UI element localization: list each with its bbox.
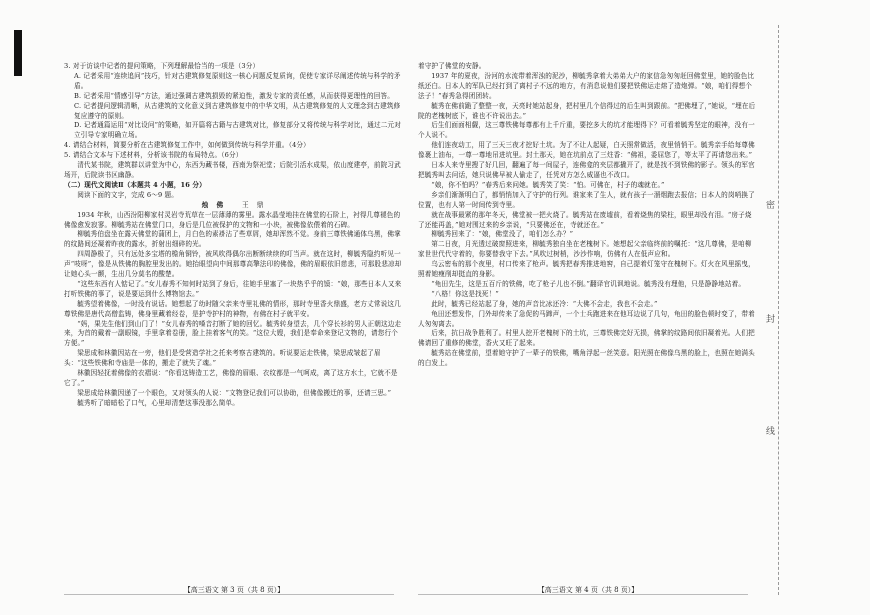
story-paragraph: 毓秀听了暗暗松了口气，心里却清楚这事没那么简单。 — [77, 398, 240, 407]
page-footer-left: 【高三语文 第 3 页（共 8 页）】 — [183, 586, 285, 594]
story-paragraph: 1937 年的夏夜，汾河的水流带着浑浊的泥沙，柳毓秀拿着大弟弟大户的家信急匆匆赶回佛堂里，她的脸色比纸还白。日本人的军队已经打到了离村子不远的地方，有消息说他们要把铁佛运走熔了造炮弹。“娘，咱们得想个法子！”春秀急得团团转。 — [418, 71, 755, 100]
story-paragraph: “妈，果先生他们到山门了！”女儿春秀的嗓音打断了她的回忆。毓秀转身望去，几个穿长衫的男人正朝这边走来，为首的戴着一副眼镜，手里拿着卷册，脸上挂着客气的笑。“这位大嫂，我们是奉命来登记文物的，请您行个方便。” — [64, 319, 402, 348]
story-paragraph: 四周静极了，只有远处多宝塔的檐角铜铃，被风吹得偶尔出断断续续的叮当声。就在这时，柳毓秀隐约听见一声“吱呀”，像是从铁佛的胸腔里发出的。她抬眼望向中间那尊高擎法印的佛像，佛的眉眼依旧慈悲，可那股悲凉却让她心头一颤，生出几分莫名的酸楚。 — [64, 250, 402, 279]
corner-mark — [14, 30, 22, 76]
story-paragraph: 1934 年秋，山西汾阳柳家村灵岩寺荒草在一层薄薄的雾里。露水晶莹地挂在佛堂的石阶上，衬得几尊褪色的佛像愈发寂寥。柳毓秀站在佛堂门口，身后是几位被保护的文物和一小块，被佛像依偎着的石碑。 — [64, 210, 401, 229]
story-title: 烛 佛 — [201, 200, 227, 209]
q5-material: 清代某书院，建筑群以讲堂为中心，东西为藏书楼，西南为祭祀堂；后院引活水成渠，依山度建亭，前院习武场开，后院读书区幽静。 — [64, 161, 401, 179]
section-instructions: 阅读下面的文字，完成 6～9 题。 — [77, 190, 179, 199]
story-paragraph: 乡亲们渐渐明白了，都悄悄加入了守护的行列。谁家来了生人，就有孩子一溜烟跑去报信；日本人的岗哨换了位置，也有人第一时间传到寺里。 — [418, 190, 755, 209]
story-paragraph: 后生们面面相觑，这三尊铁佛每尊都有上千斤重，要挖多大的坑才能埋得下？可看着毓秀坚定的眼神，没有一个人说不。 — [418, 121, 755, 140]
story-paragraph: 就在战事最紧的那年冬天，佛堂被一把火烧了。毓秀站在废墟前，看着烧焦的梁柱，眼里却没有泪。“房子烧了还能再盖，”她对围过来的乡亲说，“只要佛还在，寺就还在。” — [418, 210, 752, 229]
story-paragraph: 乌云密布的那个夜里，村口传来了枪声。毓秀把春秀推进地窖，自己提着灯笼守在槐树下。灯火在风里摇曳，照着她瘦削却挺直的身影。 — [418, 260, 755, 279]
section-title: （二）现代文阅读Ⅱ（本题共 4 小题，16 分） — [64, 180, 206, 189]
right-page — [418, 62, 758, 369]
story-paragraph: 柳毓秀伯盘坐在露天佛堂的蒲团上，月白色的素褂沾了些草屑，她却浑然不觉。身前三尊铁佛通体乌黑，佛掌的纹路间还凝着昨夜的露水，折射出细碎的光。 — [64, 230, 401, 249]
story-heading — [64, 201, 404, 211]
q3-option-c: C. 记者提问逻辑清晰，从古建筑的文化意义到古建筑修复中的中华文明，从古建筑修复的人文理念到古建筑修复应遵守的原则。 — [74, 101, 401, 120]
gutter-label-feng: 封 — [766, 315, 776, 325]
q5-stem: 5. 请结合文本与下述材料，分析该书院的布局特点。（6分） — [64, 151, 243, 160]
story-paragraph: 林徽因轻抚着佛像的衣褶说：“你看这铸造工艺，佛像的眉眼、衣纹都是一气呵成，离了这方水土，它就不是它了。” — [64, 369, 398, 387]
gutter-label-xian: 线 — [766, 427, 776, 437]
story-paragraph: 毓秀在佛前跪了整整一夜，天亮时她站起身，把村里几个信得过的后生叫到跟前。“把佛埋了，”她说，“埋在后院的老槐树底下，谁也不许说出去。” — [418, 101, 756, 120]
story-paragraph: 梁思成给林徽因递了一个眼色，又对领头的人说：“文物登记我们可以协助，但佛像搬迁的事，还请三思。” — [77, 388, 392, 397]
left-page — [64, 62, 404, 409]
gutter-label-mi: 密 — [766, 201, 776, 211]
story-paragraph: “这些东西有人惦记了。”女儿春秀不知何时站到了身后，往她手里塞了一块热乎乎的馍：“娘，那些日本人又来打听铁佛的事了，说是要运到什么博物馆去。” — [64, 279, 402, 298]
story-paragraph: 毓秀站在佛堂前，望着她守护了一辈子的铁佛，嘴角浮起一丝笑意。阳光照在佛像乌黑的脸上，也照在她满头的白发上。 — [418, 349, 755, 368]
story-paragraph: 第二日夜，月光透过破窗照进来，柳毓秀独自坐在老槐树下。她想起父亲临终前的嘱托：“这几尊佛，是咱柳家世世代代守着的，你要替我守下去。”风吹过树梢，沙沙作响，仿佛有人在低声应和。 — [418, 240, 752, 259]
story-paragraph: 此时，毓秀已经站起了身，她的声音比冰还冷：“大佛不会走，我也不会走。” — [431, 299, 658, 308]
story-paragraph: 梁思成和林徽因站在一旁，他们是受营造学社之托来考察古建筑的。听说要运走铁佛，梁思成皱起了眉头：“这些铁佛和寺庙是一体的，搬走了就失了魂。” — [64, 349, 381, 368]
story-paragraph: 毓秀望着佛像，一时没有说话。她想起了幼时随父亲来寺里礼佛的情形，那时寺里香火鼎盛，老方丈常说这几尊铁佛是唐代高僧监铸，佛身里藏着经卷，是护寺护村的神物，有佛在村子就平安。 — [64, 299, 401, 318]
seal-line — [778, 25, 779, 595]
q3-stem: 3. 对于访谈中记者的提问策略，下列理解最恰当的一项是（3分） — [64, 62, 260, 70]
story-paragraph: 他们连夜动工，用了三天三夜才挖好土坑。为了不让人起疑，白天照常做活，夜里悄悄干。毓秀亲手给每尊佛像裹上油布，一尊一尊地吊进坑里。封土那天，她在坑前点了三炷香：“佛祖，委屈您了，等太平了再请您出来。” — [418, 141, 755, 160]
q3-option-b: B. 记者采用“情感引导”方法，通过强调古建筑损毁的紧迫性，激发专家的责任感，从而获得更理性的回答。 — [74, 91, 394, 100]
q3-option-a: A. 记者采用“连续追问”技巧，针对古建筑修复原则这一核心问题反复质询，促使专家详尽阐述传统与科学的矛盾。 — [74, 71, 401, 90]
story-paragraph: 着守护了佛堂的安静。 — [418, 62, 486, 70]
story-paragraph: “龟田先生，这是五百斤的铁佛，吃了枪子儿也不倒。”翻译官讥讽地说。毓秀没有理他，只是静静地站着。 — [431, 279, 746, 288]
q3-option-d: D. 记者通篇运用“对比设问”的策略，如开篇将古籍与古建筑对比，修复部分又将传统与科学对比，通过二元对立引导专家明确立场。 — [74, 121, 401, 140]
story-author: 王 鼎 — [242, 200, 267, 209]
story-paragraph: “八格！你这是找死！” — [431, 289, 499, 298]
story-paragraph: 日本人来寺里搜了好几回，翻遍了每一间屋子，连佛龛的夹层都撬开了，就是找不到铁佛的影子。领头的军官把毓秀叫去问话，她只说佛早被人偷走了，任凭对方怎么威逼也不改口。 — [418, 161, 755, 179]
story-paragraph: “娘，你不怕吗？”春秀后来问她。毓秀笑了笑：“怕。可佛在，村子的魂就在。” — [431, 180, 665, 189]
story-paragraph: 柳毓秀回来了：“娘，佛堂没了，咱们怎么办？” — [431, 230, 574, 239]
story-paragraph: 龟田还想发作，门外却传来了急促的马蹄声，一个士兵跑进来在他耳边说了几句，龟田的脸色顿时变了，带着人匆匆离去。 — [418, 309, 755, 328]
story-paragraph: 后来，抗日战争胜利了。村里人挖开老槐树下的土坑，三尊铁佛完好无损，佛掌的纹路间依旧凝着光。人们把佛请回了重修的佛堂，香火又旺了起来。 — [418, 329, 755, 348]
page-footer-right: 【高三语文 第 4 页（共 8 页）】 — [537, 586, 639, 594]
q4-stem: 4. 请结合材料，简要分析在古建筑修复工作中，如何做到传统与科学并重。（4分） — [64, 141, 310, 150]
